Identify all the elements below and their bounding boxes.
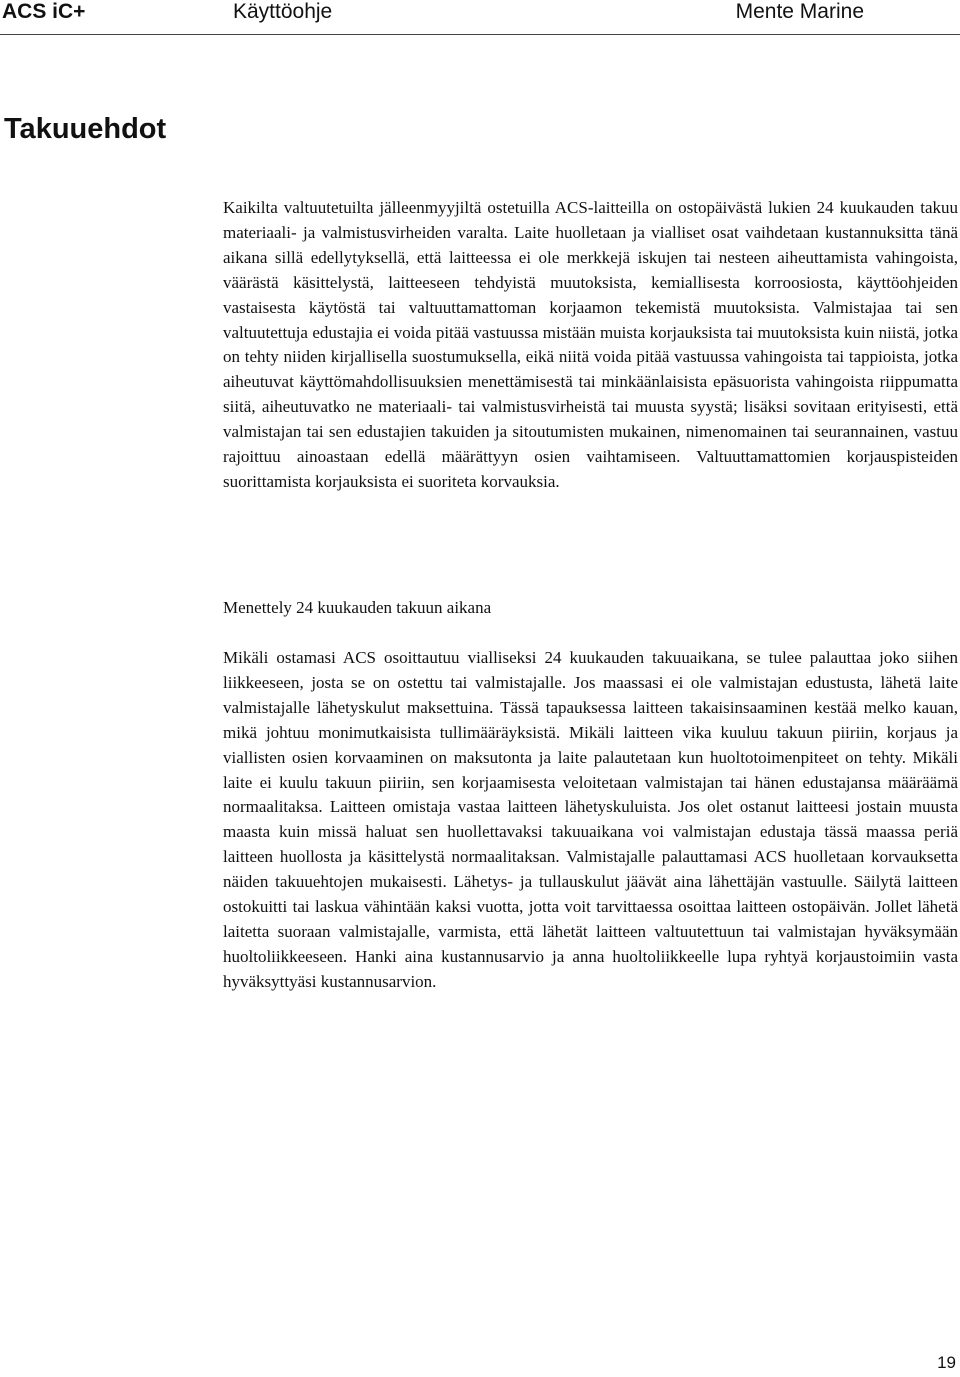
page-number: 19 <box>937 1353 956 1372</box>
warranty-procedure-paragraph: Mikäli ostamasi ACS osoittautuu vialliseksi 24 kuukauden takuuaikana, se tulee palauttaa joko siihen liikkeeseen, josta se on ostettu tai valmistajalle. Jos maassasi ei ole valmistajan edustusta, lähetä laite valmistajalle lähetyskulut maksettuina. Tässä tapauksessa laitteen takaisinsaaminen kestää melko kauan, mikä johtuu monimutkaisista tullimääräyksistä. Mikäli laitteen vika kuuluu takuun piiriin, korjaus ja viallisten osien korvaaminen on maksutonta ja laite palautetaan kun huoltotoimenpiteet on tehty. Mikäli laite ei kuulu takuun piiriin, sen korjaamisesta veloitetaan valmistajan tai hänen edustajansa määräämä normaalitaksa. Laitteen omistaja vastaa laitteen lähetyskuluista. Jos olet ostanut laitteesi jostain muusta maasta kuin missä haluat sen huollettavaksi takuuaikana voi valmistajan edustaja tässä maassa periä laitteen huollosta ja käsittelystä normaalitaksan. Valmistajalle palauttamasi ACS huolletaan korvauksetta näiden takuuehtojen mukaisesti. Lähetys- ja tullauskulut jäävät aina lähettäjän vastuulle. Säilytä laitteen ostokuitti tai laskua vähintään kaksi vuotta, jotta voit tarvittaessa osoittaa laitteen ostopäivän. Jollet lähetä laitetta suoraan valmistajalle, varmista, että lähetät laitteen valtuutettuun tai valmistajan hyväksymään huoltoliikkeeseen. Hanki aina kustannusarvio ja anna huoltoliikkeelle lupa ryhtyä korjaustoimiin vasta hyväksyttyäsi kustannusarvion. <box>223 648 958 991</box>
procedure-subheading: Menettely 24 kuukauden takuun aikana <box>223 598 492 617</box>
section-title: Takuuehdot <box>4 113 167 145</box>
header-brand: Mente Marine <box>735 0 864 23</box>
page-header <box>0 0 960 35</box>
header-document-type: Käyttöohje <box>233 0 333 23</box>
warranty-terms-paragraph: Kaikilta valtuutetuilta jälleenmyyjiltä ostetuilla ACS-laitteilla on ostopäivästä lukien 24 kuukauden takuu materiaali- ja valmistusvirheiden varalta. Laite huolletaan ja vialliset osat vaihdetaan kustannuksitta tänä aikana sillä edellytyksellä, että laitteessa ei ole merkkejä iskujen tai nesteen aiheuttamista vahingoista, väärästä käsittelystä, laitteeseen tehdyistä muutoksista, kemiallisesta korroosiosta, käyttöohjeiden vastaisesta käytöstä tai valtuuttamattoman korjaamon tekemistä muutoksista. Valmistajaa tai sen valtuutettuja edustajia ei voida pitää vastuussa mistään muista korjauksista tai muutoksista kuin niistä, jotka on tehty niiden kirjallisella suostumuksella, eikä niitä voida pitää vastuussa vahingoista tai tappioista, jotka aiheutuvat käyttömahdollisuuksien menettämisestä tai minkäänlaisista epäsuorista vahingoista riippumatta siitä, aiheutuvatko ne materiaali- tai valmistusvirheistä tai muusta syystä; lisäksi sovitaan erityisesti, että valmistajan tai sen edustajien takuiden ja sitoutumisten mukainen, nimenomainen tai seurannainen, vastuu rajoittuu ainoastaan edellä määrättyyn osien vaihtamiseen. Valtuuttamattomien korjauspisteiden suorittamista korjauksista ei suoriteta korvauksia. <box>223 198 958 491</box>
header-product-name: ACS iC+ <box>2 0 86 23</box>
